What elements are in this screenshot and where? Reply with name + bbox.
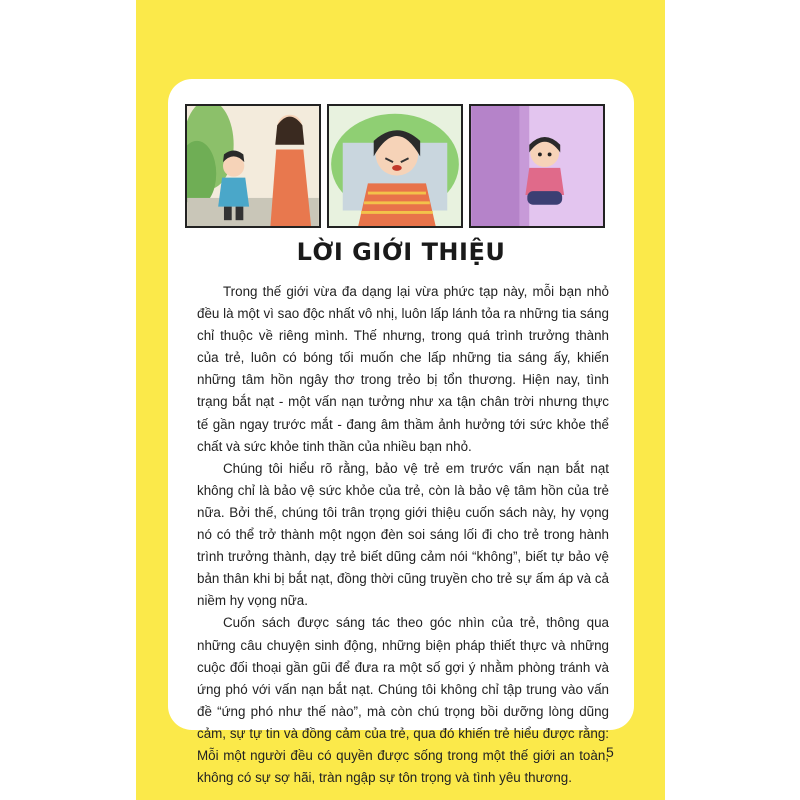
page-title: LỜI GIỚI THIỆU xyxy=(296,238,506,266)
comic-panel-crying-girl xyxy=(327,104,463,228)
paragraph: Trong thế giới vừa đa dạng lại vừa phức tạp này, mỗi bạn nhỏ đều là một vì sao độc nhất vô nhị, luôn lấp lánh tỏa ra những tia sáng chỉ thuộc về riêng mình. Thế nhưng, trong quá trình trưởng thành của trẻ, luôn có bóng tối muốn che lấp những tia sáng ấy, khiến những tâm hồn ngây thơ trong trẻo bị tổn thương. Hiện nay, tình trạng bắt nạt - một vấn nạn tưởng như xa tận chân trời nhưng thực tế gần ngay trước mắt - đang âm thầm ảnh hưởng tới sức khỏe thể chất và sức khỏe tinh thần của nhiều bạn nhỏ. xyxy=(197,284,609,454)
intro-text xyxy=(197,281,609,789)
comic-strip xyxy=(185,104,605,228)
paragraph: Chúng tôi hiểu rõ rằng, bảo vệ trẻ em trước vấn nạn bắt nạt không chỉ là bảo vệ sức khỏe của trẻ, còn là bảo vệ tâm hồn của trẻ nữa. Bởi thế, chúng tôi trân trọng giới thiệu cuốn sách này, hy vọng nó có thể trở thành một ngọn đèn soi sáng lối đi cho trẻ trong hành trình trưởng thành, dạy trẻ biết dũng cảm nói “không”, biết tự bảo vệ bản thân khi bị bắt nạt, đồng thời cũng truyền cho trẻ sự ấm áp và cả niềm hy vọng nữa. xyxy=(197,460,609,609)
sad-girl-illustration xyxy=(471,106,603,226)
crying-girl-illustration xyxy=(329,106,461,226)
comic-panel-mother-child xyxy=(185,104,321,228)
paragraph: Cuốn sách được sáng tác theo góc nhìn của trẻ, thông qua những câu chuyện sinh động, những biện pháp thiết thực và những cuộc đối thoại gần gũi để đưa ra một số gợi ý nhằm phòng tránh và ứng phó với vấn nạn bắt nạt. Chúng tôi không chỉ tập trung vào vấn đề “ứng phó như thế nào”, mà còn chú trọng bồi dưỡng lòng dũng cảm, sự tự tin và đồng cảm của trẻ, qua đó khiến trẻ hiểu được rằng: Mỗi một người đều có quyền được sống trong một thế giới an toàn, không có sự sợ hãi, tràn ngập sự tôn trọng và tình yêu thương. xyxy=(197,615,609,786)
page-number: 5 xyxy=(606,744,614,760)
comic-panel-sad-girl xyxy=(469,104,605,228)
mother-child-illustration xyxy=(187,106,319,226)
